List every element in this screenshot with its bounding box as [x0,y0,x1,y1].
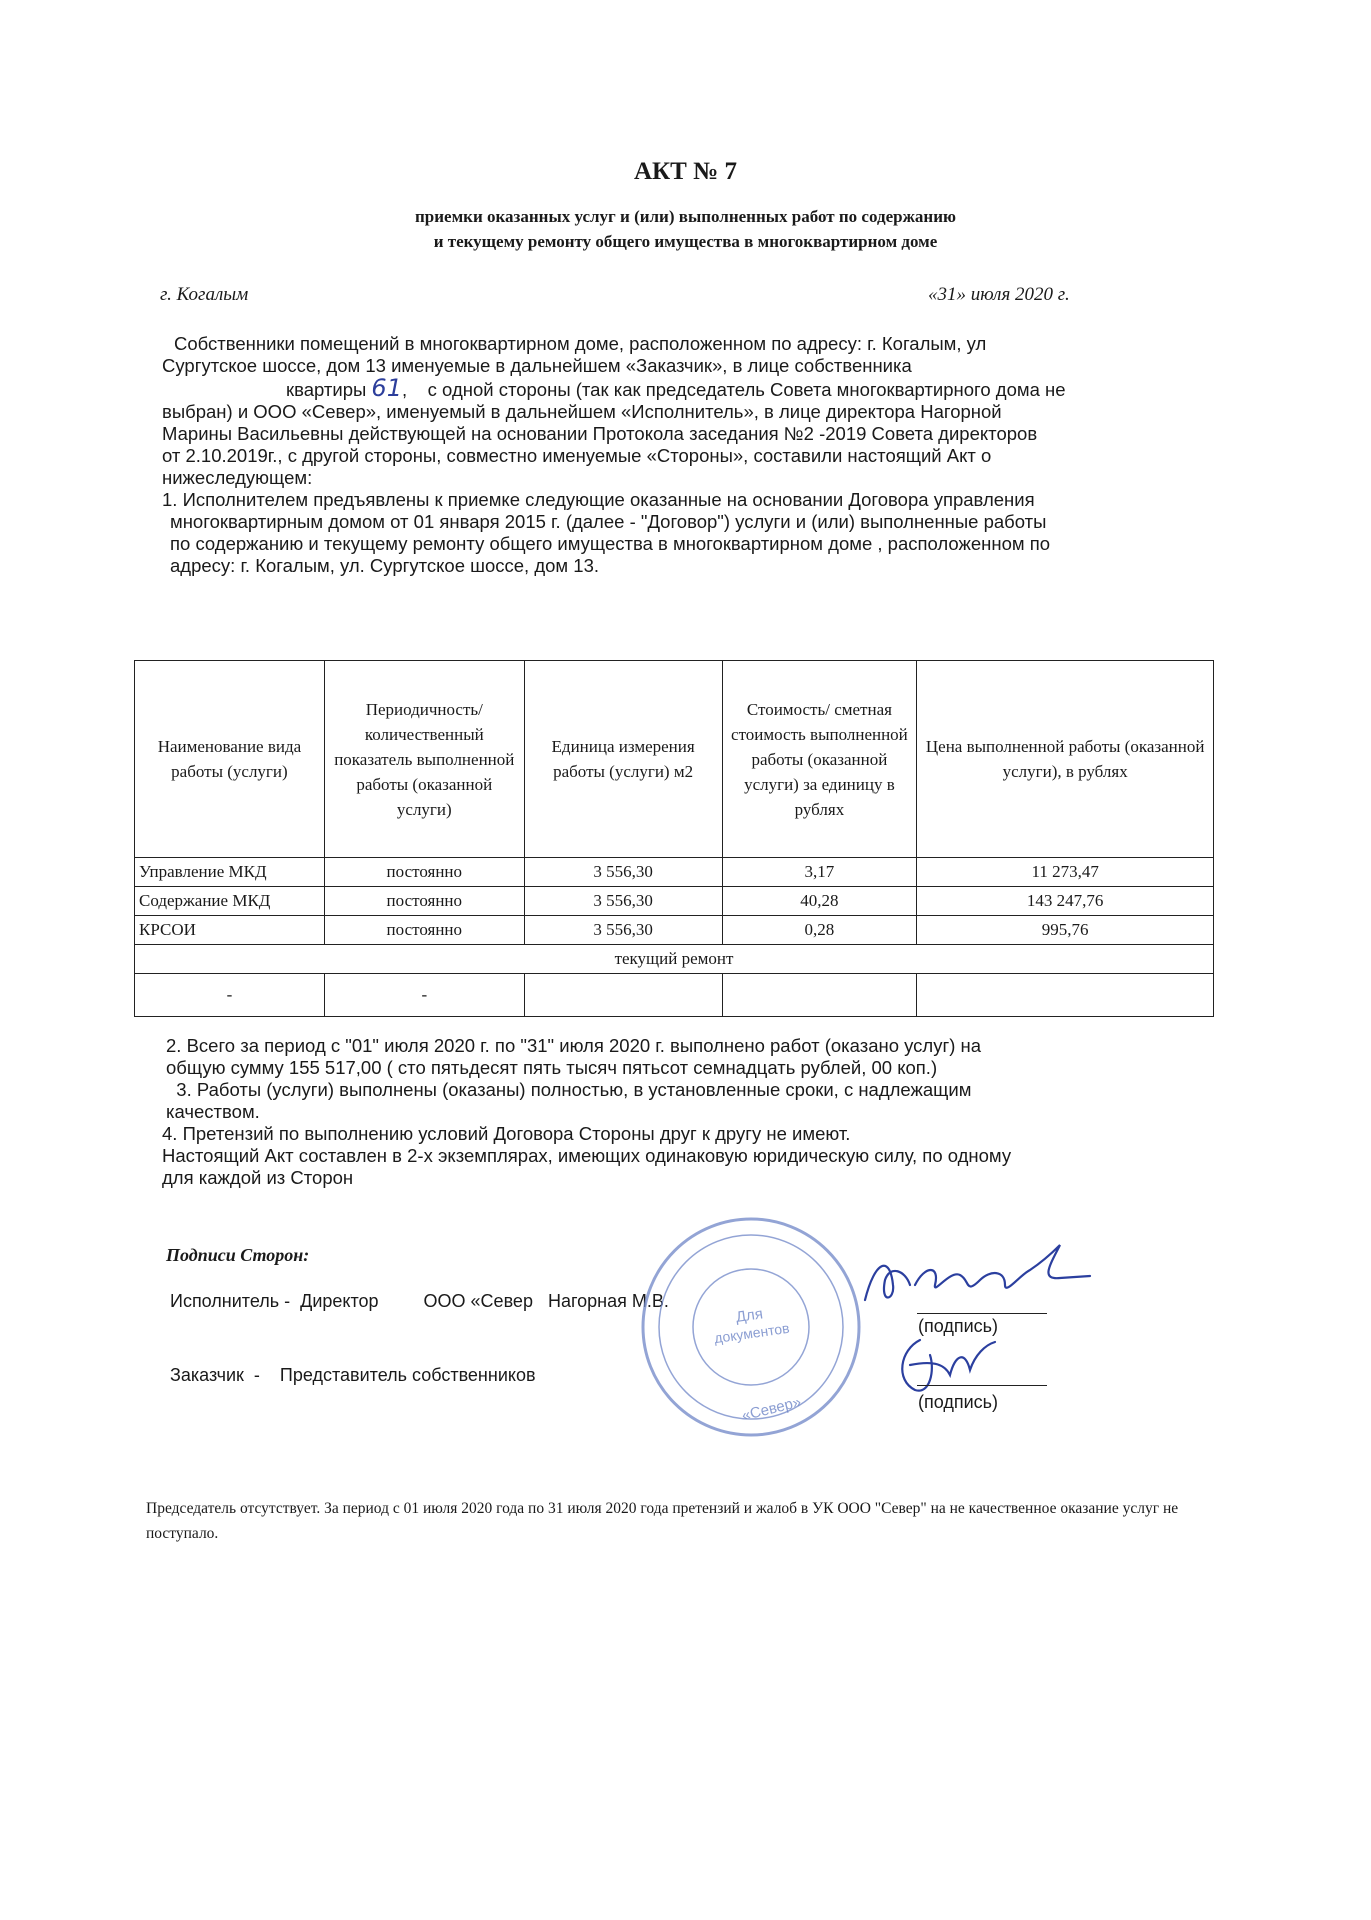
preamble-line: многоквартирным домом от 01 января 2015 г. (далее - "Договор") услуги и (или) выполненные работы [170,511,1047,532]
table-cell: 11 273,47 [917,858,1214,887]
customer-signature-label: Заказчик - Представитель собственников [170,1365,536,1385]
table-header-cell: Периодичность/ количественный показатель выполненной работы (оказанной услуги) [324,661,524,858]
subtitle-line-1: приемки оказанных услуг и (или) выполненных работ по содержанию [415,207,956,226]
svg-text:документов: документов [713,1319,791,1347]
closing-line: общую сумму 155 517,00 ( сто пятьдесят пять тысяч пятьсот семнадцать рублей, 00 коп.) [166,1057,938,1078]
section-label: текущий ремонт [135,945,1214,974]
preamble-line: адресу: г. Когалым, ул. Сургутское шоссе, дом 13. [170,555,599,576]
preamble [162,333,1192,577]
table-cell: 3 556,30 [524,887,722,916]
preamble-fragment: квартиры [286,379,367,400]
preamble-line: выбран) и ООО «Север», именуемый в дальнейшем «Исполнитель», в лице директора Нагорной [162,401,1002,422]
document-city: г. Когалым [160,284,249,305]
table-header-cell: Цена выполненной работы (оказанной услуги), в рублях [917,661,1214,858]
signature-caption: (подпись) [918,1316,999,1336]
table-cell: Содержание МКД [135,887,325,916]
table-header-cell: Стоимость/ сметная стоимость выполненной работы (оказанной услуги) за единицу в рублях [722,661,917,858]
table-row [135,916,1214,945]
table-cell: постоянно [324,916,524,945]
table-header-row [135,661,1214,858]
document-subtitle [0,204,1371,254]
closing-line: для каждой из Сторон [162,1167,354,1188]
table-cell: 0,28 [722,916,917,945]
closing-line: 2. Всего за период с "01" июля 2020 г. по "31" июля 2020 г. выполнено работ (оказано услуг) на [166,1035,982,1056]
table-cell: КРСОИ [135,916,325,945]
preamble-line: Сургутское шоссе, дом 13 именуемые в дальнейшем «Заказчик», в лице собственника [162,355,912,376]
apartment-number-handwritten: 61 [371,374,402,402]
signature-caption: (подпись) [918,1392,999,1412]
table-cell: - [135,974,325,1017]
table-header-cell: Единица измерения работы (услуги) м2 [524,661,722,858]
closing-line: качеством. [166,1101,260,1122]
closing-line: 4. Претензий по выполнению условий Договора Стороны друг к другу не имеют. [162,1123,851,1144]
table-header-cell: Наименование вида работы (услуги) [135,661,325,858]
table-cell: 40,28 [722,887,917,916]
works-table [134,660,1214,1017]
table-cell: - [324,974,524,1017]
svg-text:Для: Для [734,1305,764,1326]
preamble-line: квартиры 61, с одной стороны (так как председатель Совета многоквартирного дома не [286,374,1066,402]
preamble-line: Собственники помещений в многоквартирном доме, расположенном по адресу: г. Когалым, ул [174,333,987,354]
table-row [135,887,1214,916]
preamble-line: от 2.10.2019г., с другой стороны, совместно именуемые «Стороны», составили настоящий Акт о [162,445,992,466]
table-cell: 3,17 [722,858,917,887]
table-cell: Управление МКД [135,858,325,887]
preamble-line: Марины Васильевны действующей на основании Протокола заседания №2 -2019 Совета директоров [162,423,1038,444]
preamble-line: по содержанию и текущему ремонту общего имущества в многоквартирном доме , расположенном по [170,533,1051,554]
closing-section [162,1035,1192,1189]
preamble-line: 1. Исполнителем предъявлены к приемке следующие оказанные на основании Договора управления [162,489,1035,510]
table-cell: 3 556,30 [524,916,722,945]
table-cell [917,974,1214,1017]
table-section-row [135,945,1214,974]
table-cell: постоянно [324,887,524,916]
table-row [135,858,1214,887]
preamble-fragment: с одной стороны (так как председатель Совета многоквартирного дома не [427,379,1066,400]
table-cell: 3 556,30 [524,858,722,887]
table-cell [722,974,917,1017]
table-cell: постоянно [324,858,524,887]
svg-text:«Север»: «Север» [740,1393,803,1425]
document-date: «31» июля 2020 г. [928,284,1070,305]
document-title: АКТ № 7 [634,158,737,185]
signatures-heading: Подписи Сторон: [166,1245,310,1265]
preamble-line: нижеследующем: [162,467,313,488]
closing-line: 3. Работы (услуги) выполнены (оказаны) полностью, в установленные сроки, с надлежащим [166,1079,972,1100]
company-stamp [636,1212,866,1442]
footnote: Председатель отсутствует. За период с 01 июля 2020 года по 31 июля 2020 года претензий и жалоб в УК ООО "Север" на не качественное оказание услуг не поступало. [146,1500,1179,1542]
subtitle-line-2: и текущему ремонту общего имущества в многоквартирном доме [433,232,938,251]
executor-signature-line [917,1313,1047,1314]
table-row [135,974,1214,1017]
closing-line: Настоящий Акт составлен в 2-х экземплярах, имеющих одинаковую юридическую силу, по одному [162,1145,1012,1166]
executor-signature-label: Исполнитель - Директор ООО «Север Нагорная М.В. [170,1291,669,1311]
table-cell [524,974,722,1017]
table-cell: 143 247,76 [917,887,1214,916]
customer-signature-line [917,1385,1047,1386]
table-cell: 995,76 [917,916,1214,945]
